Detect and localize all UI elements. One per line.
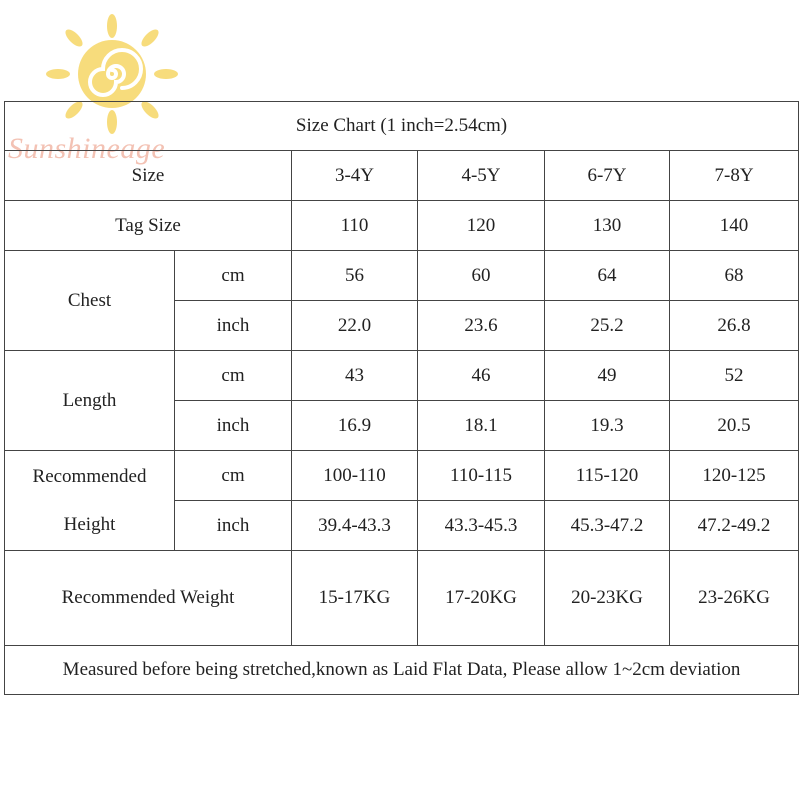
length-label: Length xyxy=(5,351,175,451)
weight-cell: 20-23KG xyxy=(545,551,670,646)
table-row xyxy=(5,351,799,401)
length-cm-cell: 46 xyxy=(418,351,545,401)
height-inch-cell: 43.3-45.3 xyxy=(418,501,545,551)
length-inch-cell: 20.5 xyxy=(670,401,799,451)
unit-label: cm xyxy=(175,351,292,401)
recommended-weight-label: Recommended Weight xyxy=(5,551,292,646)
unit-label: inch xyxy=(175,301,292,351)
size-cell: 7-8Y xyxy=(670,151,799,201)
height-cm-cell: 110-115 xyxy=(418,451,545,501)
chest-inch-cell: 22.0 xyxy=(292,301,418,351)
measurement-note: Measured before being stretched,known as Laid Flat Data, Please allow 1~2cm deviation xyxy=(5,646,799,695)
weight-cell: 23-26KG xyxy=(670,551,799,646)
height-cm-cell: 100-110 xyxy=(292,451,418,501)
chest-cm-cell: 56 xyxy=(292,251,418,301)
tag-size-label: Tag Size xyxy=(5,201,292,251)
table-title: Size Chart (1 inch=2.54cm) xyxy=(5,102,799,151)
recommended-height-line2: Height xyxy=(63,513,116,535)
table-row xyxy=(5,151,799,201)
unit-label: cm xyxy=(175,451,292,501)
chest-cm-cell: 60 xyxy=(418,251,545,301)
length-cm-cell: 49 xyxy=(545,351,670,401)
weight-cell: 17-20KG xyxy=(418,551,545,646)
length-cm-cell: 43 xyxy=(292,351,418,401)
height-inch-cell: 47.2-49.2 xyxy=(670,501,799,551)
unit-label: inch xyxy=(175,501,292,551)
table-row xyxy=(5,551,799,646)
table-row xyxy=(5,451,799,501)
height-cm-cell: 120-125 xyxy=(670,451,799,501)
chest-inch-cell: 23.6 xyxy=(418,301,545,351)
chest-label: Chest xyxy=(5,251,175,351)
weight-cell: 15-17KG xyxy=(292,551,418,646)
size-cell: 3-4Y xyxy=(292,151,418,201)
size-cell: 6-7Y xyxy=(545,151,670,201)
length-inch-cell: 19.3 xyxy=(545,401,670,451)
size-label: Size xyxy=(5,151,292,201)
tag-size-cell: 130 xyxy=(545,201,670,251)
height-inch-cell: 39.4-43.3 xyxy=(292,501,418,551)
brand-name: Sunshineage xyxy=(8,132,166,165)
unit-label: cm xyxy=(175,251,292,301)
tag-size-cell: 110 xyxy=(292,201,418,251)
chest-cm-cell: 68 xyxy=(670,251,799,301)
unit-label: inch xyxy=(175,401,292,451)
chest-inch-cell: 25.2 xyxy=(545,301,670,351)
length-cm-cell: 52 xyxy=(670,351,799,401)
tag-size-cell: 140 xyxy=(670,201,799,251)
table-row xyxy=(5,251,799,301)
size-chart-table xyxy=(4,101,799,695)
length-inch-cell: 16.9 xyxy=(292,401,418,451)
chest-inch-cell: 26.8 xyxy=(670,301,799,351)
size-cell: 4-5Y xyxy=(418,151,545,201)
recommended-height-line1: Recommended xyxy=(32,465,147,487)
chest-cm-cell: 64 xyxy=(545,251,670,301)
height-inch-cell: 45.3-47.2 xyxy=(545,501,670,551)
table-row xyxy=(5,201,799,251)
tag-size-cell: 120 xyxy=(418,201,545,251)
height-cm-cell: 115-120 xyxy=(545,451,670,501)
length-inch-cell: 18.1 xyxy=(418,401,545,451)
recommended-height-label xyxy=(5,451,175,551)
